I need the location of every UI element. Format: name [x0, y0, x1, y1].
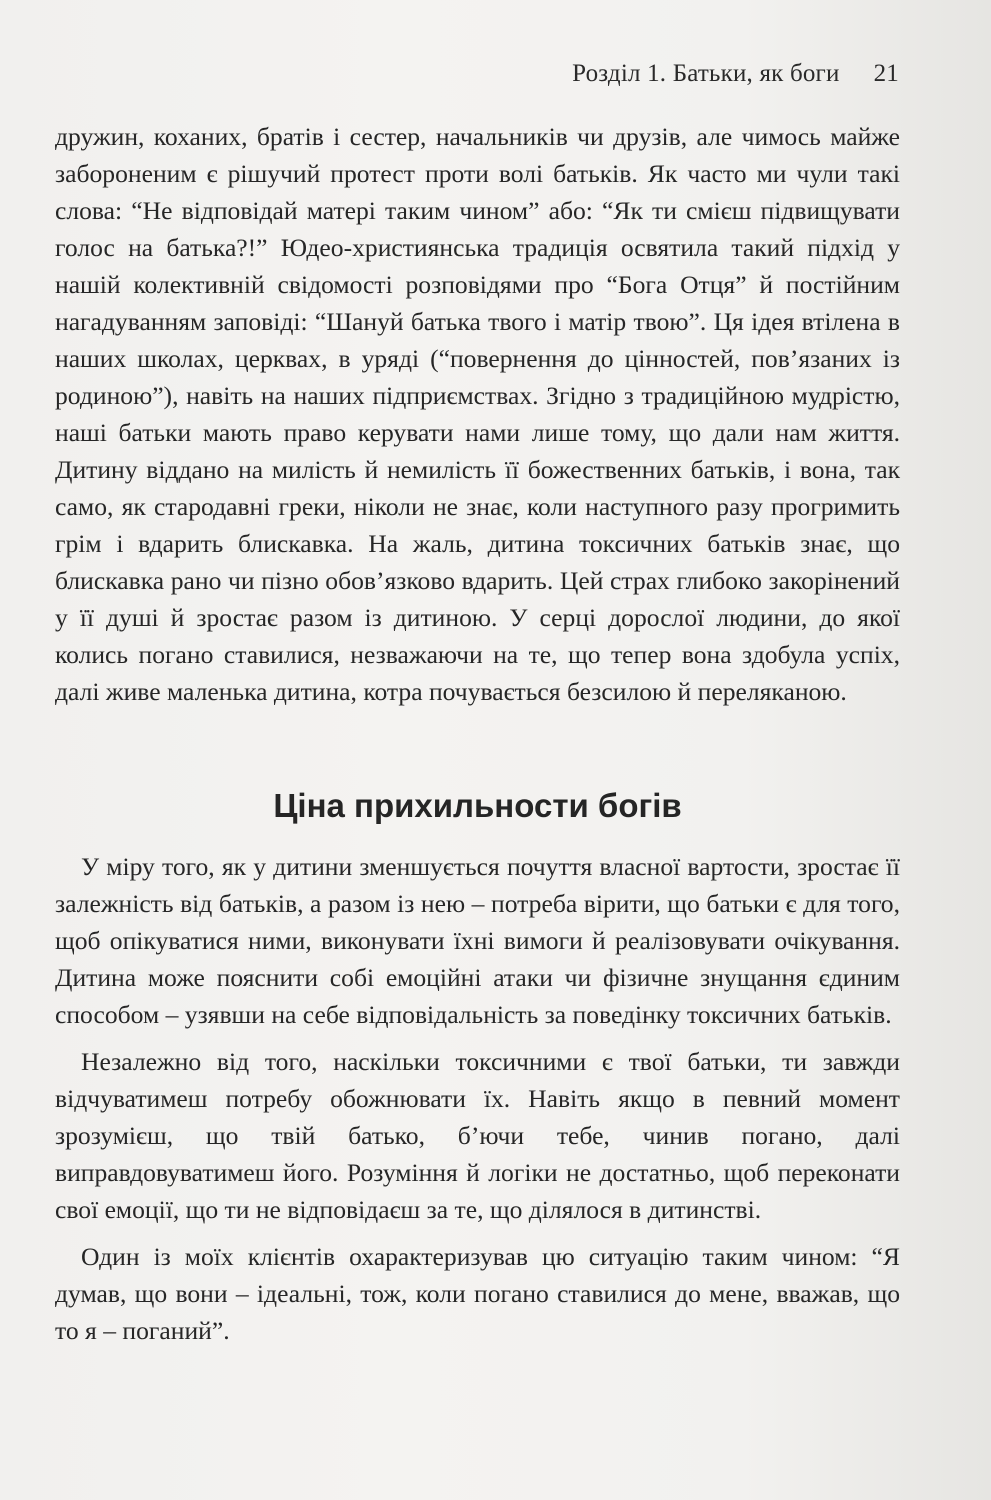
paragraph-2: Незалежно від того, наскільки токсичними є твої батьки, ти завжди відчуватимеш потребу обожнювати їх. Навіть якщо в певний момент зрозумієш, що твій батько, б’ючи тебе, чинив погано, далі виправдовуватимеш його. Розуміння й логіки не достатньо, щоб переконати свої емоції, що ти не відповідаєш за те, що ділялося в дитинстві.: [55, 1047, 900, 1224]
page-number: 21: [873, 60, 899, 87]
running-title: Розділ 1. Батьки, як боги: [572, 60, 840, 87]
intro-paragraph: дружин, коханих, братів і сестер, начальників чи друзів, але чимось майже забороненим є рішучий протест проти волі батьків. Як часто ми чули такі слова: “Не відповідай матері таким чином” або: “Як ти смієш підвищувати голос на батька?!” Юдео-християнська традиція освятила такий підхід у нашій колективній свідомості розповідями про “Бога Отця” й постійним нагадуванням заповіді: “Шануй батька твого і матір твою”. Ця ідея втілена в наших школах, церквах, в уряді (“повернення до цінностей, пов’язаних із родиною”), навіть на наших підприємствах. Згідно з традиційною мудрістю, наші батьки мають право керувати нами лише тому, що дали нам життя. Дитину віддано на милість й немилість її божественних батьків, і вона, так само, як стародавні греки, ніколи не знає, коли наступного разу прогримить грім і вдарить блискавка. На жаль, дитина токсичних батьків знає, що блискавка рано чи пізно обов’язково вдарить. Цей страх глибоко закорінений у її душі й зростає разом із дитиною. У серці дорослої людини, до якої колись погано ставилися, незважаючи на те, що тепер вона здобула успіх, далі живе маленька дитина, котра почувається безсилою й переляканою.: [55, 122, 900, 706]
paragraph-3: Один із моїх клієнтів охарактеризував цю ситуацію таким чином: “Я думав, що вони – ідеальні, тож, коли погано ставилися до мене, вважав, що то я – поганий”.: [55, 1242, 900, 1345]
running-header: [572, 60, 899, 88]
body-text: [55, 118, 900, 1349]
paragraph-1: У міру того, як у дитини зменшується почуття власної вартости, зростає її залежність від батьків, а разом із нею – потреба вірити, що батьки є для того, щоб опікуватися ними, виконувати їхні вимоги й реалізовувати очікування. Дитина може пояснити собі емоційні атаки чи фізичне знущання єдиним способом – узявши на себе відповідальність за поведінку токсичних батьків.: [55, 852, 900, 1029]
section-heading: Ціна прихильности богів: [273, 787, 682, 824]
